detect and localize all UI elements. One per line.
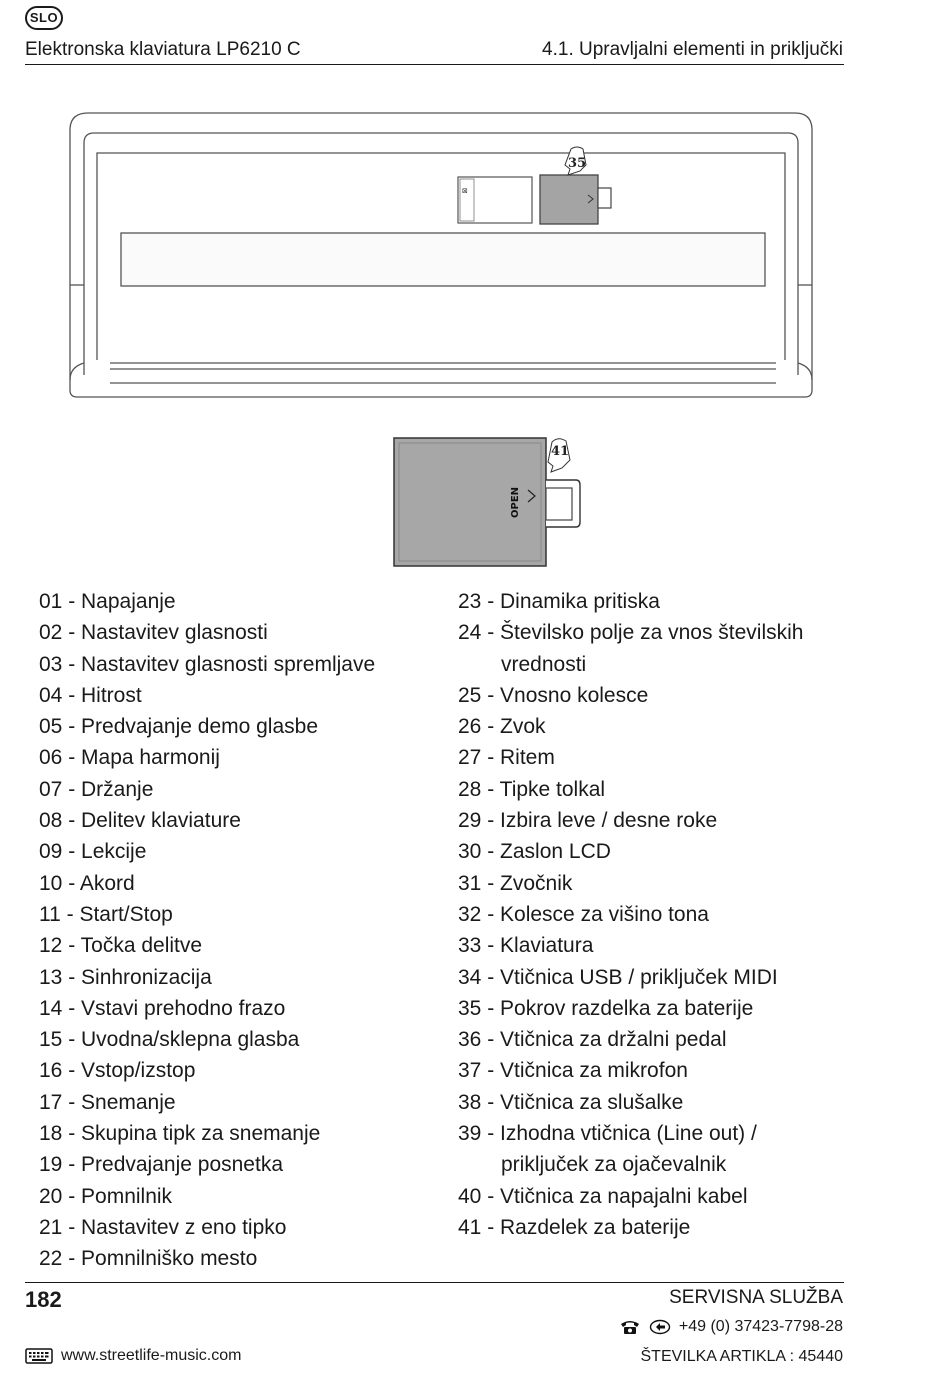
list-item: 27 - Ritem [458,746,555,770]
svg-text:⊠: ⊠ [462,187,468,195]
list-item: 04 - Hitrost [39,683,142,707]
list-item: 40 - Vtičnica za napajalni kabel [458,1184,748,1208]
list-item: 09 - Lekcije [39,840,147,864]
list-item: 20 - Pomnilnik [39,1184,173,1208]
service-title: SERVISNA SLUŽBA [669,1287,843,1308]
list-item: 03 - Nastavitev glasnosti spremljave [39,652,376,676]
service-phone [619,1318,843,1336]
list-item: 37 - Vtičnica za mikrofon [458,1059,688,1083]
list-item-continuation: priključek za ojačevalnik [501,1153,727,1177]
list-item: 16 - Vstop/izstop [39,1059,196,1083]
callout-35 [565,147,586,175]
list-item: 15 - Uvodna/sklepna glasba [39,1028,300,1052]
list-item: 17 - Snemanje [39,1090,176,1114]
list-item: 31 - Zvočnik [458,871,573,895]
list-item: 23 - Dinamika pritiska [458,590,660,613]
language-badge: SLO [25,6,63,30]
list-item: 12 - Točka delitve [39,934,203,958]
list-item: 26 - Zvok [458,715,546,739]
open-label: OPEN [510,486,521,518]
website-url[interactable]: www.streetlife-music.com [61,1347,242,1364]
battery-compartment-diagram [390,430,590,572]
hotline-icon [649,1319,671,1335]
list-item: 19 - Predvajanje posnetka [39,1153,283,1177]
list-item: 22 - Pomnilniško mesto [39,1247,258,1271]
callout-41 [548,439,570,472]
article-number: ŠTEVILKA ARTIKLA : 45440 [640,1348,843,1365]
phone-icon [619,1319,641,1335]
label-plate [458,177,532,223]
list-item: 02 - Nastavitev glasnosti [39,621,268,645]
list-item: 25 - Vnosno kolesce [458,683,649,707]
keyboard-icon [25,1348,53,1364]
svg-text:35: 35 [568,156,587,171]
list-item: 34 - Vtičnica USB / priključek MIDI [458,965,778,989]
list-item: 28 - Tipke tolkal [458,777,606,801]
list-item: 21 - Nastavitev z eno tipko [39,1215,287,1239]
list-item: 08 - Delitev klaviature [39,809,241,833]
list-item: 29 - Izbira leve / desne roke [458,809,718,833]
list-item: 06 - Mapa harmonij [39,746,220,770]
list-item: 39 - Izhodna vtičnica (Line out) / [458,1122,757,1146]
header-product-title: Elektronska klaviatura LP6210 C [25,39,301,60]
header-divider [25,64,844,65]
list-item: 38 - Vtičnica za slušalke [458,1090,684,1114]
list-item: 24 - Številsko polje za vnos številskih [458,621,804,645]
svg-text:41: 41 [551,444,570,459]
list-item: 36 - Vtičnica za držalni pedal [458,1028,727,1052]
controls-list-left [39,586,375,1275]
list-item: 14 - Vstavi prehodno frazo [39,996,286,1020]
list-item: 41 - Razdelek za baterije [458,1215,691,1239]
battery-cover [540,175,611,224]
controls-list-right [458,586,804,1243]
header-section-title: 4.1. Upravljalni elementi in priključki [542,39,843,60]
list-item: 10 - Akord [39,871,135,895]
list-item: 30 - Zaslon LCD [458,840,611,864]
list-item: 35 - Pokrov razdelka za baterije [458,996,754,1020]
list-item: 11 - Start/Stop [39,902,173,926]
footer-divider [25,1282,844,1283]
list-item: 18 - Skupina tipk za snemanje [39,1122,321,1146]
list-item: 33 - Klaviatura [458,934,594,958]
phone-number: +49 (0) 37423-7798-28 [678,1318,843,1335]
website [25,1347,241,1365]
list-item: 13 - Sinhronizacija [39,965,212,989]
list-item-continuation: vrednosti [501,652,587,676]
keyboard-rear-diagram [60,105,822,403]
list-item: 01 - Napajanje [39,590,176,613]
list-item: 07 - Držanje [39,777,154,801]
page-number: 182 [25,1287,62,1312]
list-item: 32 - Kolesce za višino tona [458,902,709,926]
list-item: 05 - Predvajanje demo glasbe [39,715,319,739]
